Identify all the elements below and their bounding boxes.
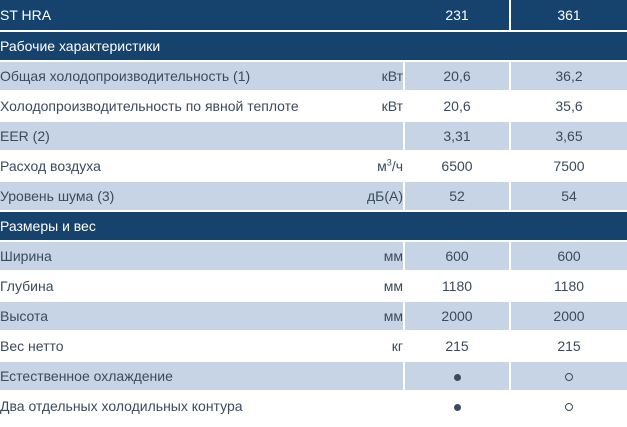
row-value-231: 215 (405, 332, 511, 362)
row-value-231: 2000 (405, 302, 511, 332)
row-unit: мм (330, 242, 405, 272)
table-row (0, 152, 627, 182)
row-value-361: 7500 (511, 152, 627, 182)
row-value-231: 52 (405, 182, 511, 212)
row-value-231: 20,6 (405, 92, 511, 122)
row-value-361: 35,6 (511, 92, 627, 122)
row-unit (330, 392, 405, 422)
section-title: Размеры и вес (0, 212, 627, 242)
row-label: Общая холодопроизводительность (1) (0, 62, 330, 92)
row-value-361: 1180 (511, 272, 627, 302)
empty-dot-icon (565, 373, 573, 381)
row-value-361: 36,2 (511, 62, 627, 92)
row-label: Уровень шума (3) (0, 182, 330, 212)
table-row (0, 302, 627, 332)
row-label: Расход воздуха (0, 152, 330, 182)
row-value-231 (405, 392, 511, 422)
filled-dot-icon (454, 404, 461, 411)
row-unit (330, 152, 405, 182)
row-value-231: 600 (405, 242, 511, 272)
section-header-performance (0, 32, 627, 62)
row-value-231: 3,31 (405, 122, 511, 152)
table-row (0, 392, 627, 422)
row-unit: дБ(А) (330, 182, 405, 212)
section-title: Рабочие характеристики (0, 32, 627, 62)
row-value-361 (511, 392, 627, 422)
table-row (0, 242, 627, 272)
model-361-header: 361 (511, 0, 627, 32)
row-value-361: 2000 (511, 302, 627, 332)
unit-superscript: 3 (386, 157, 392, 168)
row-unit: мм (330, 272, 405, 302)
row-value-231 (405, 362, 511, 392)
row-value-361: 54 (511, 182, 627, 212)
row-label: Вес нетто (0, 332, 330, 362)
row-label: Ширина (0, 242, 330, 272)
model-231-header: 231 (405, 0, 511, 32)
row-label: Глубина (0, 272, 330, 302)
empty-dot-icon (565, 403, 573, 411)
table-row (0, 332, 627, 362)
filled-dot-icon (454, 374, 461, 381)
unit-base: м (377, 158, 387, 174)
table-row (0, 122, 627, 152)
table-row (0, 272, 627, 302)
row-label: Естественное охлаждение (0, 362, 330, 392)
row-value-361: 215 (511, 332, 627, 362)
row-unit (330, 122, 405, 152)
row-value-361 (511, 362, 627, 392)
row-value-361: 3,65 (511, 122, 627, 152)
row-unit: кг (330, 332, 405, 362)
table-row (0, 362, 627, 392)
row-unit: мм (330, 302, 405, 332)
row-unit: кВт (330, 92, 405, 122)
table-header-row (0, 0, 627, 32)
unit-tail: /ч (391, 158, 403, 174)
row-unit: кВт (330, 62, 405, 92)
row-label: Холодопроизводительность по явной теплоте (0, 92, 330, 122)
row-value-231: 1180 (405, 272, 511, 302)
table-row (0, 62, 627, 92)
table-row (0, 182, 627, 212)
row-label: Два отдельных холодильных контура (0, 392, 330, 422)
row-value-231: 20,6 (405, 62, 511, 92)
section-header-dimensions (0, 212, 627, 242)
row-label: Высота (0, 302, 330, 332)
model-series-title: ST HRA (0, 0, 405, 32)
row-value-361: 600 (511, 242, 627, 272)
row-unit (330, 362, 405, 392)
row-value-231: 6500 (405, 152, 511, 182)
table-row (0, 92, 627, 122)
row-label: EER (2) (0, 122, 330, 152)
